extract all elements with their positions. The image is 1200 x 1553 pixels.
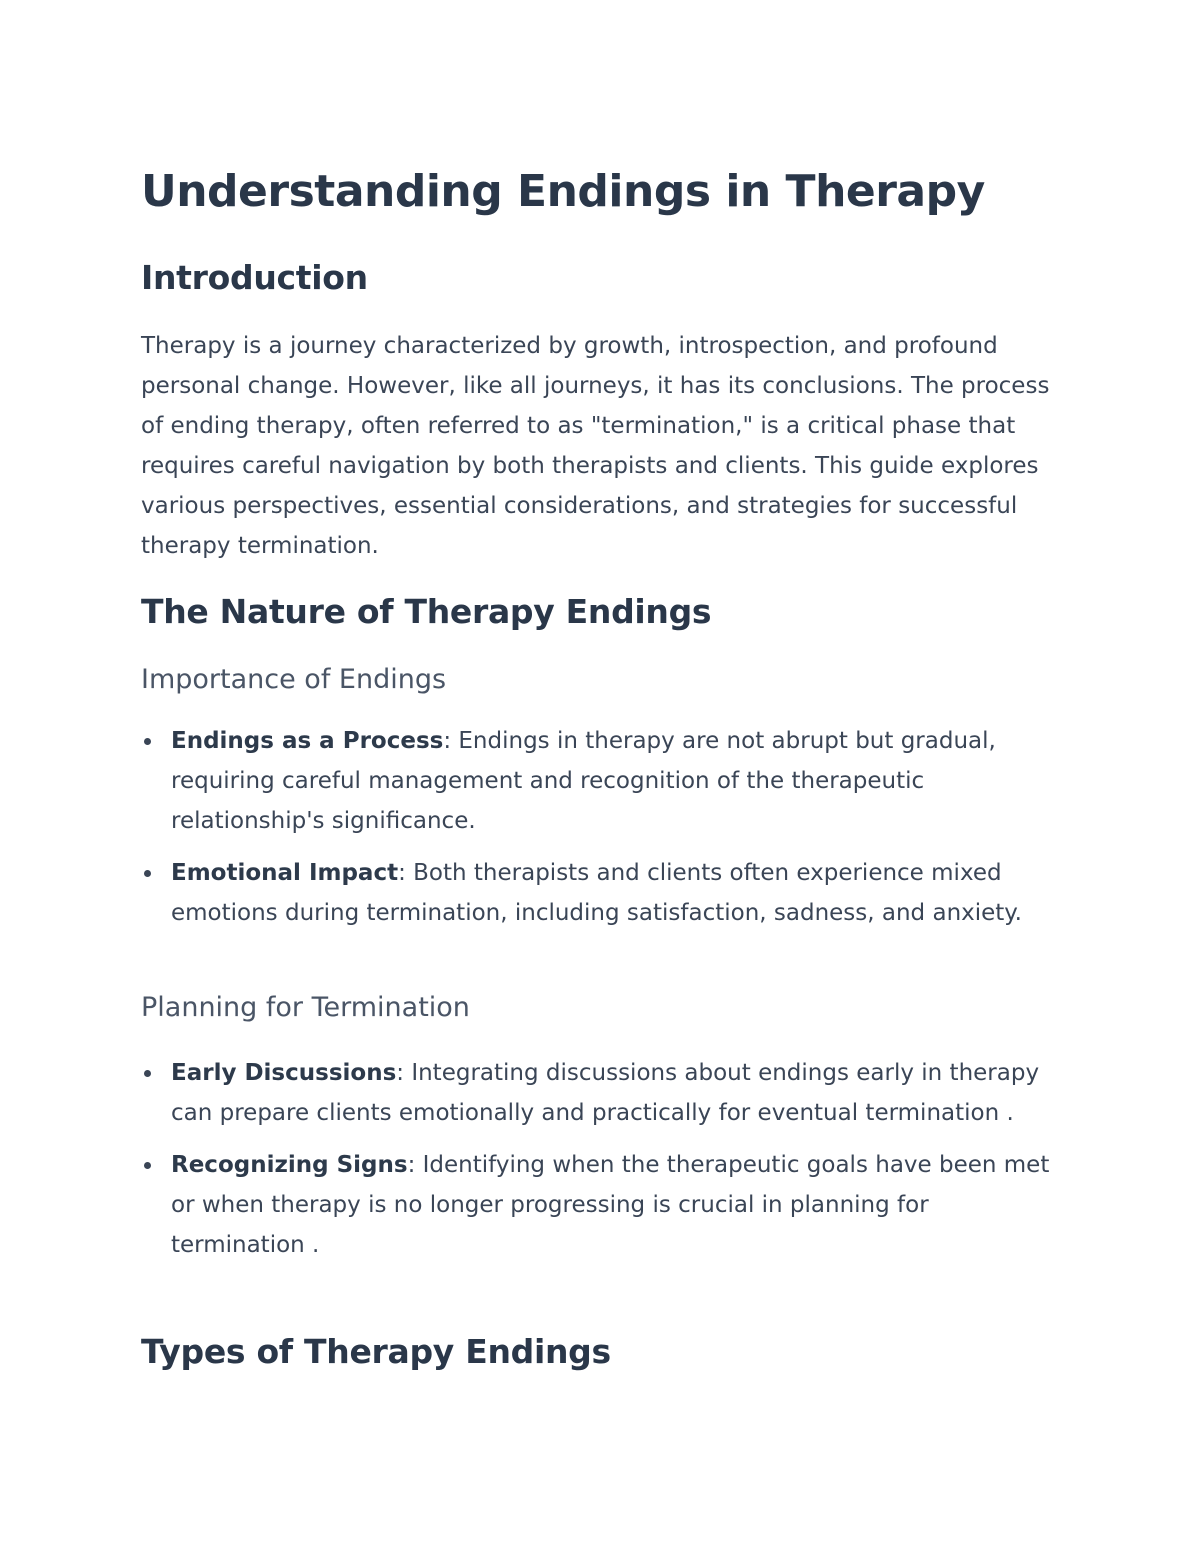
list-item-term: Recognizing Signs <box>171 1152 408 1178</box>
list-item <box>141 721 1061 841</box>
list-item-text: : Endings in therapy are not abrupt but gradual, requiring careful management and recognition of the therapeutic relationship's significance. <box>171 728 996 834</box>
list-item-text: : Integrating discussions about endings early in therapy can prepare clients emotionally and practically for eventual termination . <box>171 1060 1040 1126</box>
list-item <box>141 1145 1061 1265</box>
introduction-heading: Introduction <box>141 258 368 297</box>
list-item-text: : Identifying when the therapeutic goals have been met or when therapy is no longer progressing is crucial in planning for termination . <box>171 1152 1050 1258</box>
types-heading: Types of Therapy Endings <box>141 1332 611 1371</box>
bullet-icon <box>144 1162 151 1169</box>
list-item <box>141 853 1061 933</box>
importance-subheading: Importance of Endings <box>141 664 447 695</box>
bullet-icon <box>144 1070 151 1077</box>
importance-list <box>141 721 1061 945</box>
planning-list <box>141 1053 1061 1277</box>
document-title: Understanding Endings in Therapy <box>141 166 985 217</box>
list-item-term: Emotional Impact <box>171 860 399 886</box>
bullet-icon <box>144 870 151 877</box>
list-item <box>141 1053 1061 1133</box>
introduction-paragraph: Therapy is a journey characterized by growth, introspection, and profound personal change. However, like all journeys, it has its conclusions. The process of ending therapy, often referred to as "termination," is a critical phase that requires careful navigation by both therapists and clients. This guide explores various perspectives, essential considerations, and strategies for successful therapy termination. <box>141 333 1050 559</box>
list-item-term: Early Discussions <box>171 1060 397 1086</box>
planning-subheading: Planning for Termination <box>141 992 470 1023</box>
list-item-term: Endings as a Process <box>171 728 444 754</box>
list-item-text: : Both therapists and clients often experience mixed emotions during termination, including satisfaction, sadness, and anxiety. <box>171 860 1022 926</box>
nature-heading: The Nature of Therapy Endings <box>141 592 712 631</box>
bullet-icon <box>144 738 151 745</box>
